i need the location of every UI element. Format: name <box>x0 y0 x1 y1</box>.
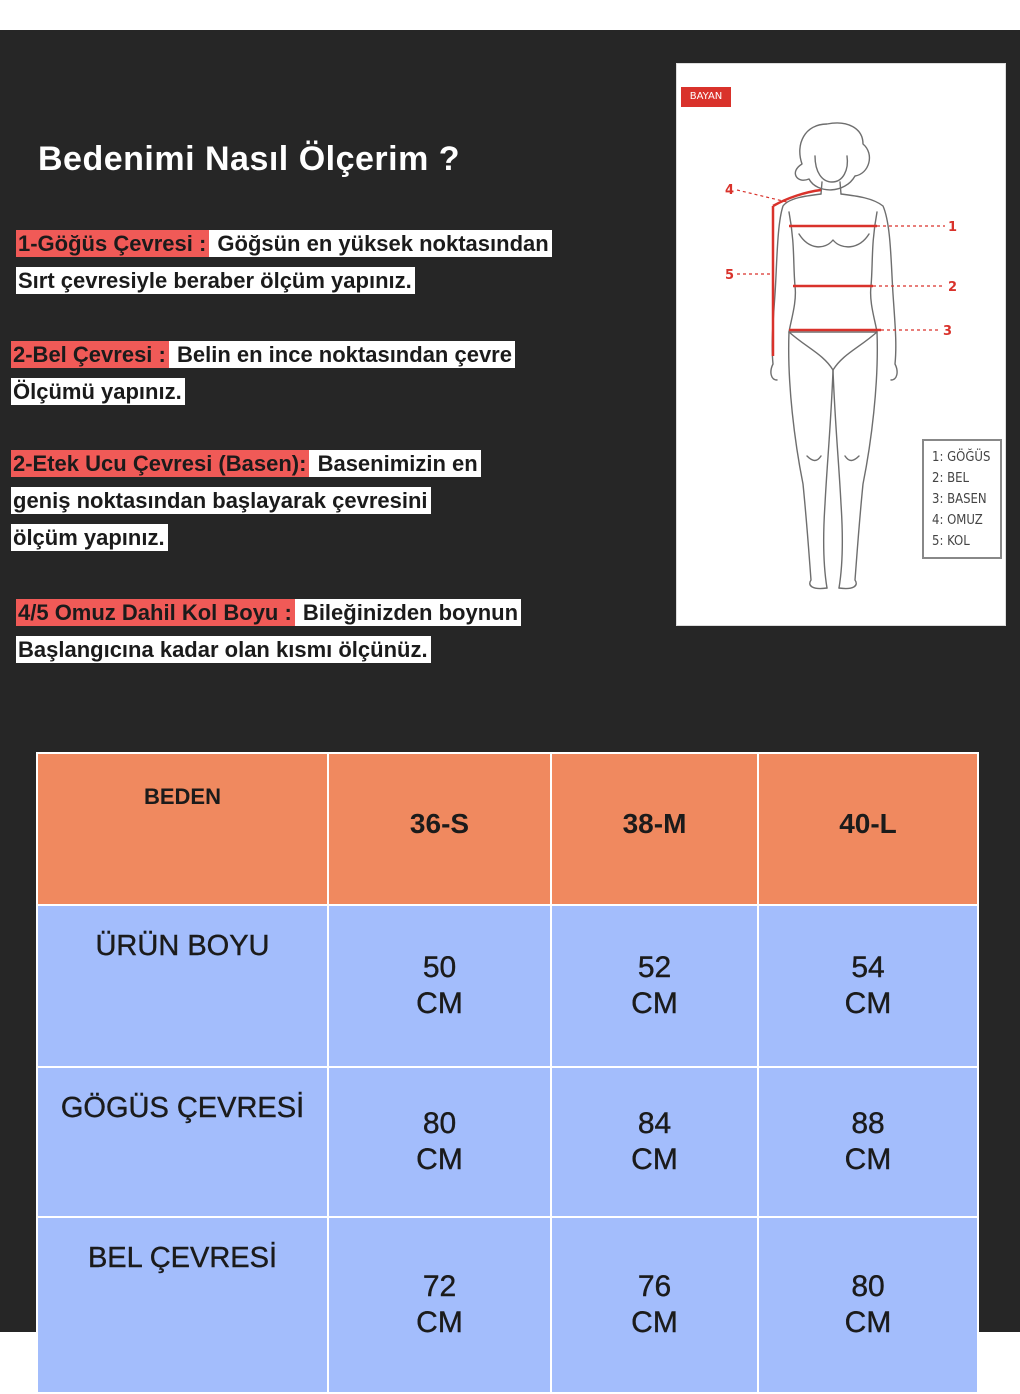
table-header-size: 38-M <box>551 753 758 905</box>
measurement-legend <box>922 439 1002 559</box>
instruction-text: Belin en ince noktasından çevre <box>169 341 515 368</box>
instruction-line <box>11 487 481 514</box>
table-cell: 84 CM <box>551 1067 758 1217</box>
row-label: GÖGÜS ÇEVRESİ <box>37 1067 328 1217</box>
size-table <box>36 752 979 1394</box>
table-header-row <box>37 753 978 905</box>
instruction-text: Ölçümü yapınız. <box>11 378 185 405</box>
instruction-label: 2-Bel Çevresi : <box>11 341 169 368</box>
table-cell: 80 CM <box>328 1067 551 1217</box>
instruction-line <box>11 450 481 477</box>
legend-item: 1: GÖĞÜS <box>932 450 991 465</box>
instruction-line <box>16 599 521 626</box>
instruction-line <box>11 341 515 368</box>
instruction-text: geniş noktasından başlayarak çevresini <box>11 487 431 514</box>
gender-badge: BAYAN <box>681 87 731 107</box>
table-cell: 72 CM <box>328 1217 551 1393</box>
row-label: ÜRÜN BOYU <box>37 905 328 1067</box>
table-header-size: 40-L <box>758 753 978 905</box>
instruction-hip <box>11 450 481 561</box>
instruction-line <box>16 230 552 257</box>
instruction-text: Göğsün en yüksek noktasından <box>209 230 551 257</box>
row-label: BEL ÇEVRESİ <box>37 1217 328 1393</box>
marker-label: 3 <box>943 324 953 339</box>
table-cell: 88 CM <box>758 1067 978 1217</box>
table-cell: 76 CM <box>551 1217 758 1393</box>
marker-label: 2 <box>948 280 958 295</box>
table-cell: 52 CM <box>551 905 758 1067</box>
table-row <box>37 905 978 1067</box>
legend-item: 3: BASEN <box>932 492 987 507</box>
marker-label: 4 <box>725 183 735 198</box>
instruction-text: Bileğinizden boynun <box>295 599 521 626</box>
instruction-waist <box>11 341 515 415</box>
legend-item: 5: KOL <box>932 534 970 549</box>
table-cell: 80 CM <box>758 1217 978 1393</box>
page-title: Bedenimi Nasıl Ölçerim ? <box>38 140 461 178</box>
instruction-arm <box>16 599 521 673</box>
marker-label: 5 <box>725 268 735 283</box>
instruction-label: 1-Göğüs Çevresi : <box>16 230 209 257</box>
instruction-line <box>16 267 552 294</box>
table-cell: 54 CM <box>758 905 978 1067</box>
table-row <box>37 1067 978 1217</box>
instruction-label: 2-Etek Ucu Çevresi (Basen): <box>11 450 309 477</box>
instruction-text: Sırt çevresiyle beraber ölçüm yapınız. <box>16 267 415 294</box>
legend-item: 4: OMUZ <box>932 513 983 528</box>
table-header-beden: BEDEN <box>37 753 328 905</box>
table-row <box>37 1217 978 1393</box>
instruction-chest <box>16 230 552 304</box>
legend-item: 2: BEL <box>932 471 970 486</box>
instruction-line <box>11 378 515 405</box>
instruction-text: ölçüm yapınız. <box>11 524 168 551</box>
instruction-text: Basenimizin en <box>309 450 480 477</box>
body-measurement-figure <box>676 63 1006 626</box>
table-cell: 50 CM <box>328 905 551 1067</box>
instruction-label: 4/5 Omuz Dahil Kol Boyu : <box>16 599 295 626</box>
instruction-line <box>11 524 481 551</box>
instruction-line <box>16 636 521 663</box>
table-header-size: 36-S <box>328 753 551 905</box>
marker-label: 1 <box>948 220 958 235</box>
instruction-text: Başlangıcına kadar olan kısmı ölçünüz. <box>16 636 431 663</box>
